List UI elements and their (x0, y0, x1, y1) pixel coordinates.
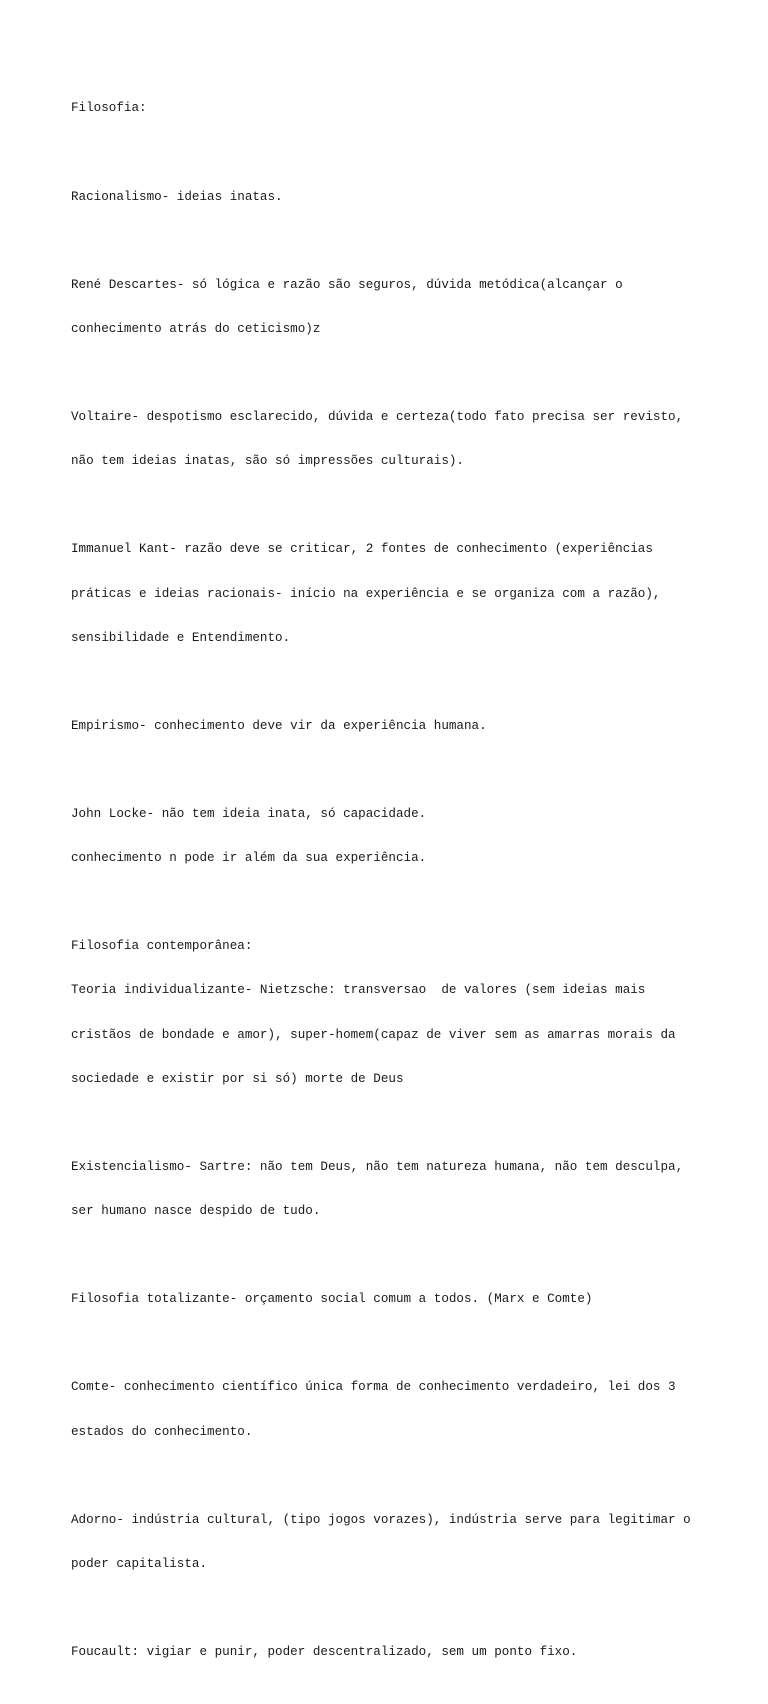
text-line: não tem ideias inatas, são só impressões culturais). (71, 454, 464, 469)
text-line: poder capitalista. (71, 1556, 208, 1571)
paragraph-comte (71, 1351, 711, 1469)
text-line: Voltaire- despotismo esclarecido, dúvida e certeza(todo fato precisa ser revisto, (71, 410, 684, 425)
text-line: Filosofia totalizante- orçamento social comum a todos. (Marx e Comte) (71, 1292, 593, 1307)
text-line: conhecimento atrás do ceticismo)z (71, 321, 321, 336)
text-line: ser humano nasce despido de tudo. (71, 1204, 321, 1219)
paragraph-racionalismo (71, 160, 711, 234)
text-line: Filosofia contemporânea: (71, 939, 253, 954)
text-line: René Descartes- só lógica e razão são seguros, dúvida metódica(alcançar o (71, 277, 623, 292)
text-line: Existencialismo- Sartre: não tem Deus, não tem natureza humana, não tem desculpa, (71, 1159, 684, 1174)
text-line: cristãos de bondade e amor), super-homem(capaz de viver sem as amarras morais da (71, 1027, 676, 1042)
text-line: Foucault: vigiar e punir, poder descentralizado, sem um ponto fixo. (71, 1645, 578, 1660)
paragraph-kant (71, 513, 711, 675)
text-line: Teoria individualizante- Nietzsche: transversao de valores (sem ideias mais (71, 983, 646, 998)
text-line: Adorno- indústria cultural, (tipo jogos vorazes), indústria serve para legitimar o (71, 1512, 691, 1527)
paragraph-empirismo (71, 689, 711, 763)
text-line: Filosofia: (71, 101, 147, 116)
paragraph-locke (71, 778, 711, 896)
paragraph-descartes (71, 248, 711, 366)
text-line: Comte- conhecimento científico única forma de conhecimento verdadeiro, lei dos 3 (71, 1380, 676, 1395)
paragraph-existencialismo (71, 1131, 711, 1249)
paragraph-contemporanea (71, 910, 711, 1116)
paragraph-foucault (71, 1616, 711, 1690)
paragraph-totalizante (71, 1263, 711, 1337)
text-line: Immanuel Kant- razão deve se criticar, 2 fontes de conhecimento (experiências (71, 542, 653, 557)
text-line: sociedade e existir por si só) morte de Deus (71, 1071, 404, 1086)
text-line: sensibilidade e Entendimento. (71, 630, 291, 645)
paragraph-adorno (71, 1483, 711, 1601)
paragraph-voltaire (71, 381, 711, 499)
text-line: conhecimento n pode ir além da sua experiência. (71, 851, 427, 866)
text-line: John Locke- não tem ideia inata, só capacidade. (71, 807, 427, 822)
paragraph-heading (71, 72, 711, 146)
text-line: práticas e ideias racionais- início na experiência e se organiza com a razão), (71, 586, 661, 601)
document-page (71, 72, 711, 1704)
text-line: Racionalismo- ideias inatas. (71, 189, 283, 204)
text-line: estados do conhecimento. (71, 1424, 253, 1439)
text-line: Empirismo- conhecimento deve vir da experiência humana. (71, 718, 487, 733)
